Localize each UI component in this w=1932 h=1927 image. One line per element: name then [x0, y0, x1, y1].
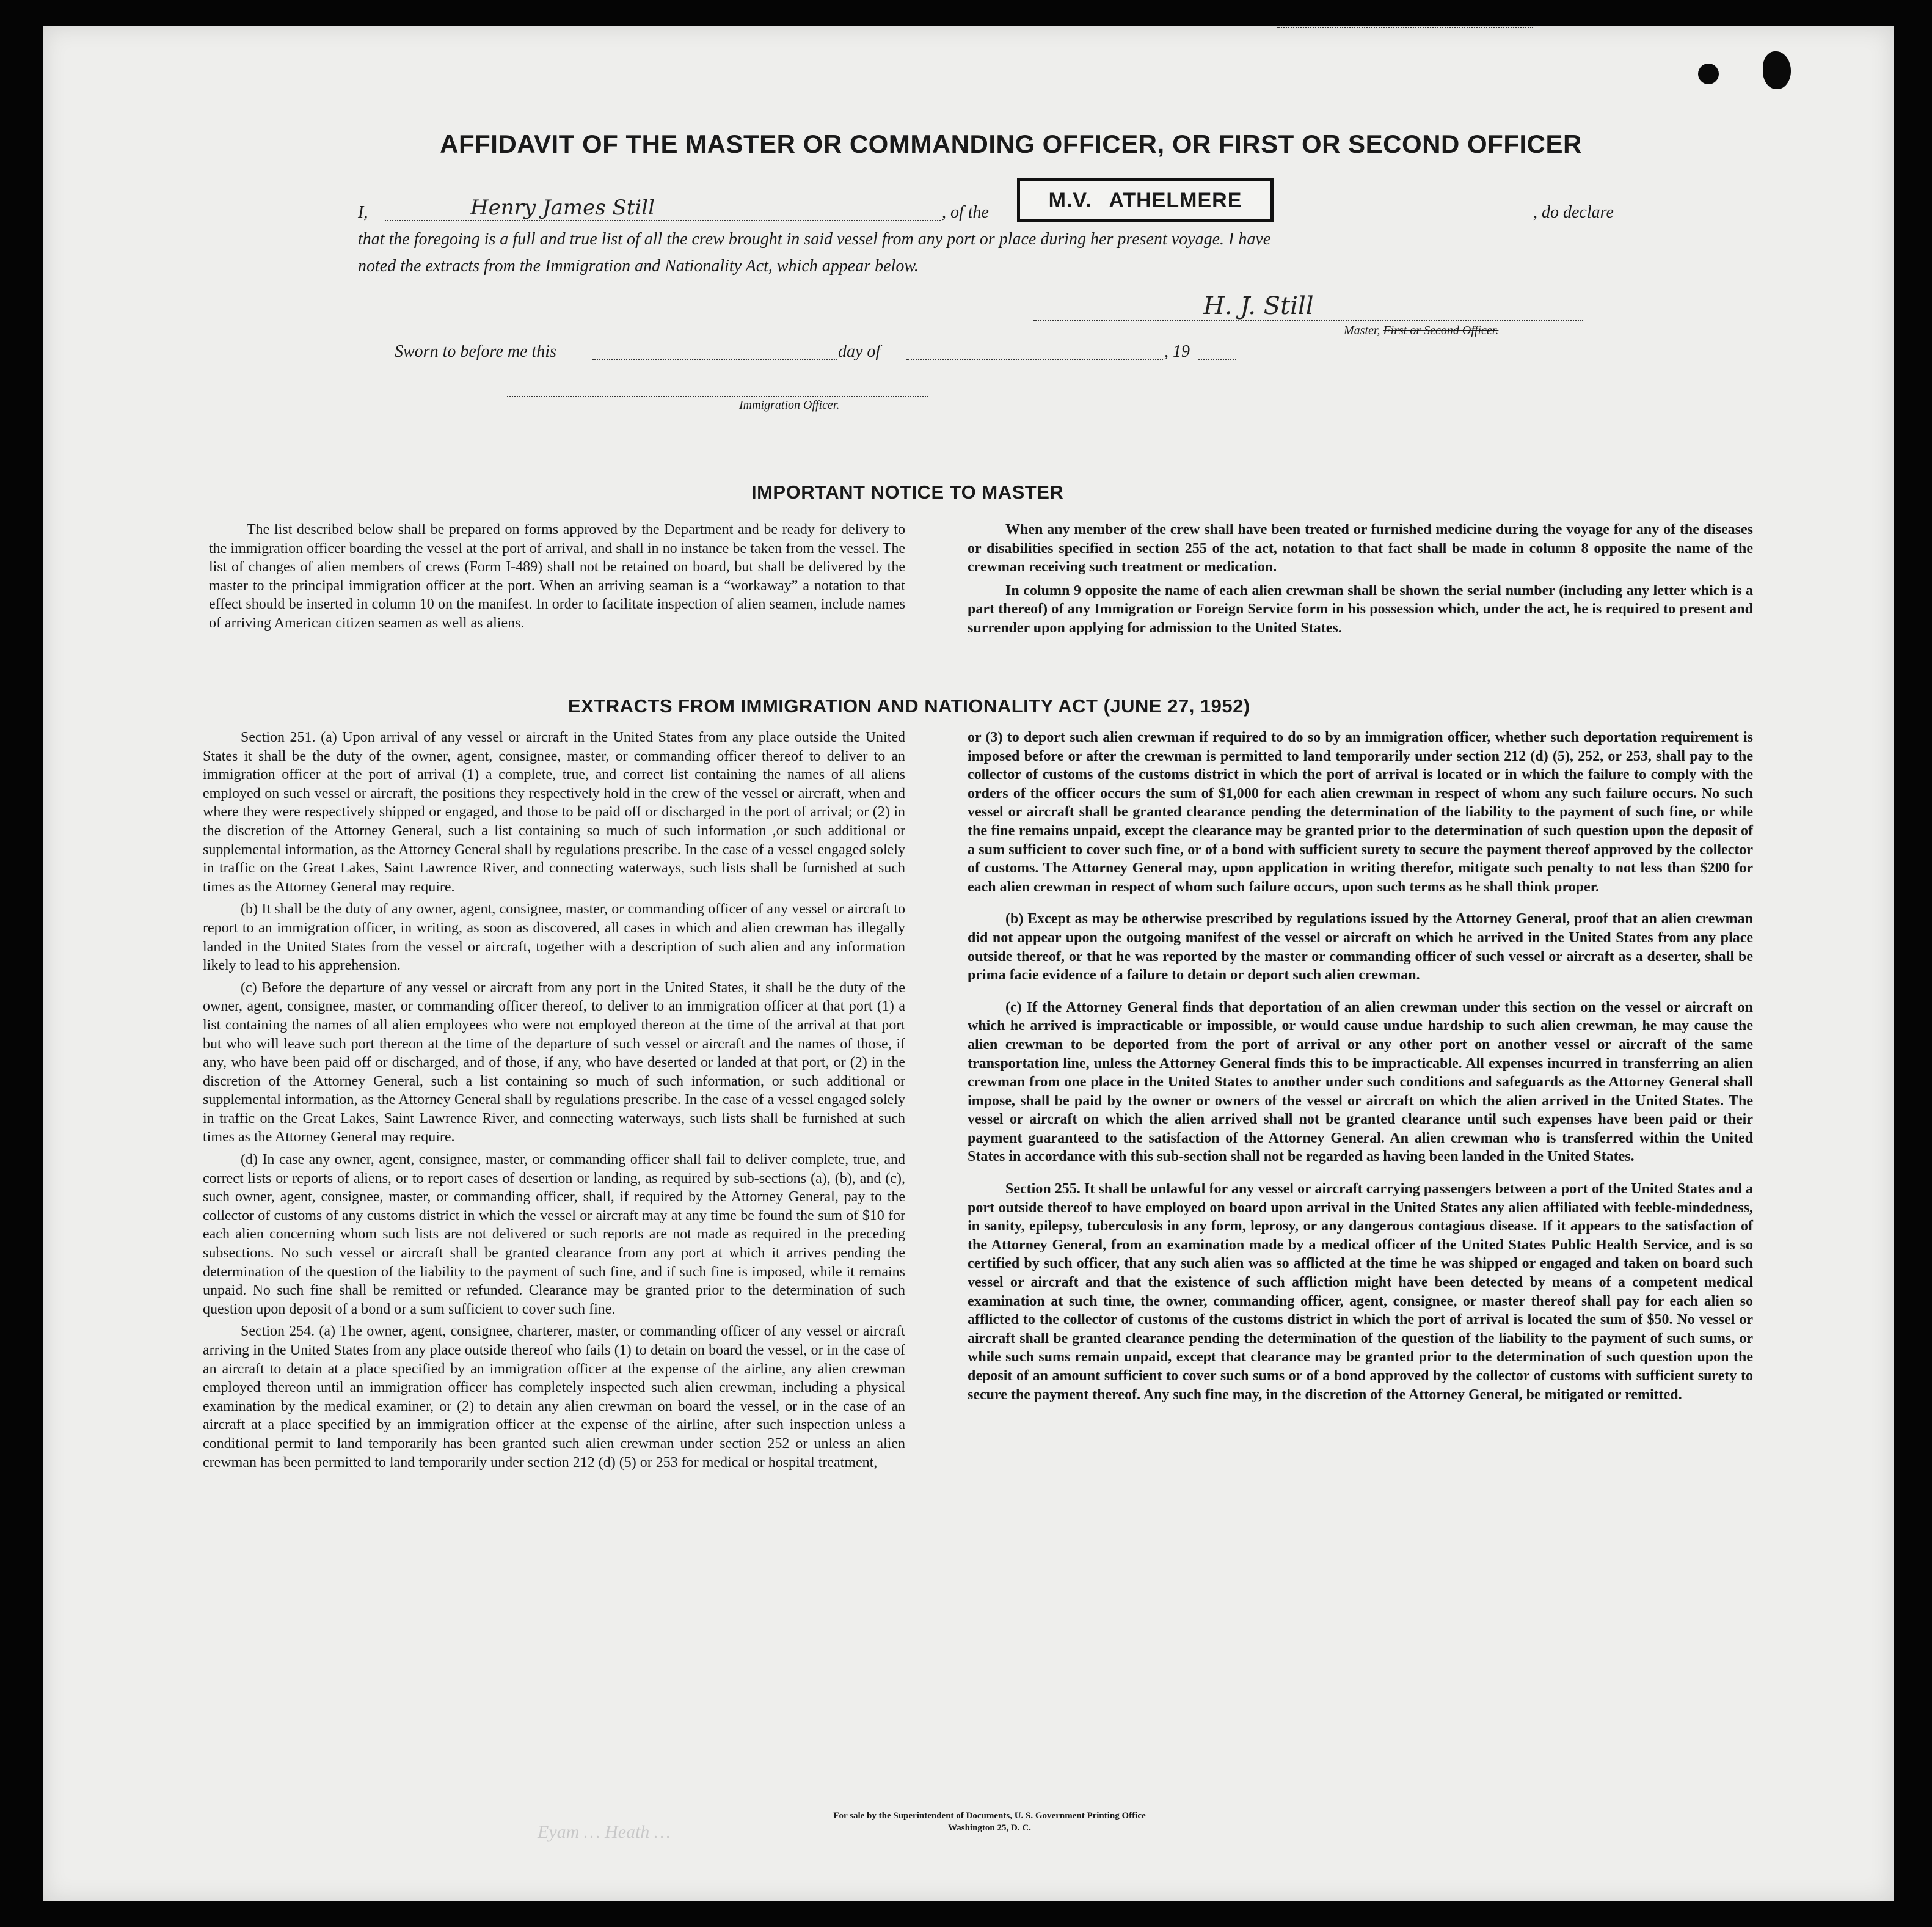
notice-right-paragraph: In column 9 opposite the name of each alien crewman shall be shown the serial number (including any letter which is a part thereof) of any Immigration or Foreign Service form in his possession which, under the act, he is required to present and surrender upon applying for admission to the United States. — [968, 582, 1753, 636]
notice-left-paragraph: The list described below shall be prepared on forms approved by the Department and be ready for delivery to the immigration officer boarding the vessel at the port of arrival, and shall in no instance be taken from the vessel. The list of changes of alien members of crews (Form I-489) shall not be retained on board, but shall be delivered by the master to the principal immigration officer at the port. When an arriving seaman is a “workaway” a notation to that effect should be inserted in column 10 on the manifest. In order to facilitate inspection of alien seamen, include names of arriving American citizen seamen as well as aliens. — [209, 522, 905, 631]
extract-paragraph: or (3) to deport such alien crewman if required to do so by an immigration officer, whether such deportation requirement is imposed before or after the crewman is permitted to land temporarily under section 212 (d) (5), 252, or 253, shall pay to the collector of customs of the customs district in which the port of arrival is located or in which the failure to comply with the orders of the officer occurs the sum of $1,000 for each alien crewman in respect of whom any such failure occurs. No such vessel or aircraft shall be granted clearance pending the determination of the liability to the payment of such fine, or while the fine remains unpaid, except the clearance may be granted prior to the determination of such question upon the deposit of a sum sufficient to cover such fine, or of a bond with sufficient surety to secure the payment thereof approved by the collector of customs. The Attorney General may, upon application in writing therefor, mitigate such penalty to not less than $200 for each alien crewman in respect of whom such failure occurs, upon such terms as he shall think proper. — [968, 729, 1753, 895]
ink-blot — [1698, 64, 1719, 84]
declaration-line-3: noted the extracts from the Immigration and Nationality Act, which appear below. — [358, 257, 919, 276]
master-name-handwritten: Henry James Still — [470, 196, 655, 220]
extracts-heading: EXTRACTS FROM IMMIGRATION AND NATIONALITY ACT (JUNE 27, 1952) — [568, 695, 1250, 717]
notice-right-column — [968, 521, 1753, 643]
day-of-label: day of — [838, 342, 881, 361]
extract-paragraph: (c) Before the departure of any vessel or aircraft from any port in the United States, it shall be the duty of the owner, agent, consignee, master, or commanding officer thereof, to deliver to an immigration officer at that port (1) a list containing the names of all alien employees who were not employed thereon at the time of the arrival at that port but who will leave such port thereon at the time of the departure of such vessel or aircraft and the names of those, if any, who have been paid off or discharged, and of those, if any, who have deserted or landed at that port, or (2) in the discretion of the Attorney General, such a list containing so much of such information, or such additional or supplemental information, as the Attorney General shall by regulations prescribe. In the case of a vessel engaged solely in traffic on the Great Lakes, Saint Lawrence River, and connecting waterways, such lists shall be furnished at such times as the Attorney General may require. — [203, 979, 905, 1146]
extracts-left-column — [203, 728, 905, 1475]
notice-right-paragraph: When any member of the crew shall have been treated or furnished medicine during the voyage for any of the diseases or disabilities specified in section 255 of the act, notation to that fact shall be made in column 8 opposite the name of the crewman receiving such treatment or medication. — [968, 522, 1753, 576]
printing-office-footer — [592, 1810, 1387, 1834]
immigration-officer-caption: Immigration Officer. — [739, 398, 840, 412]
footer-line-1: For sale by the Superintendent of Documents, U. S. Government Printing Office — [833, 1811, 1146, 1821]
faint-handwriting: Eyam … Heath … — [538, 1822, 671, 1842]
master-label: Master, — [1344, 324, 1380, 337]
struck-officer-label: First or Second Officer. — [1383, 324, 1499, 337]
vessel-name-stamp — [1017, 178, 1274, 222]
sworn-year-line — [1198, 358, 1236, 360]
sworn-day-line — [592, 358, 837, 360]
form-title: AFFIDAVIT OF THE MASTER OR COMMANDING OFFICER, OR FIRST OR SECOND OFFICER — [440, 130, 1582, 158]
vessel-name: ATHELMERE — [1109, 188, 1242, 212]
extract-paragraph: (b) Except as may be otherwise prescribed by regulations issued by the Attorney General, proof that an alien crewman did not appear upon the outgoing manifest of the vessel or aircraft on which he arrived in the United States from any place outside thereof, or that he was reported by the master or commanding officer of such vessel or aircraft as a deserter, shall be prima facie evidence of a failure to detain or deport such alien crewman. — [968, 911, 1753, 984]
extract-paragraph: (b) It shall be the duty of any owner, agent, consignee, master, or commanding officer of any vessel or aircraft to report to an immigration officer, in writing, as soon as discovered, all cases in which and alien crewman has illegally landed in the United States from the vessel or aircraft, together with a description of such alien and any information likely to lead to his apprehension. — [203, 901, 905, 974]
sworn-month-line — [906, 358, 1163, 360]
document-page — [43, 26, 1894, 1901]
sworn-label: Sworn to before me this — [395, 342, 556, 361]
extract-paragraph: Section 255. It shall be unlawful for any vessel or aircraft carrying passengers between a port of the United States and a port outside thereof to have employed on board upon arrival in the United States any alien affiliated with feeble-mindedness, in sanity, epilepsy, tuberculosis in any form, leprosy, or any dangerous contagious disease. If it appears to the satisfaction of the Attorney General, from an examination made by a medical officer of the United States Public Health Service, and is so certified by such officer, that any such alien was so afflicted at the time he was shipped or engaged and taken on board such vessel or aircraft and that the existence of such affliction might have been detected by means of a competent medical examination at such time, the owner, commanding officer, agent, consignee, or master thereof shall pay for each alien so afflicted to the collector of customs of the customs district in which the port of arrival is located the sum of $50. No vessel or aircraft shall be granted clearance pending the determination of the question of the liability to the payment of such sums, or while such sums remain unpaid, except that clearance may be granted prior to the determination of such question upon the deposit of an amount sufficient to cover such sums or of a bond approved by the collector of customs with sufficient surety to secure the payment thereof. Any such fine may, in the discretion of the Attorney General, be mitigated or remitted. — [968, 1181, 1753, 1403]
notice-left-column — [209, 521, 905, 638]
ink-blot — [1763, 51, 1791, 89]
extract-paragraph: (c) If the Attorney General finds that deportation of an alien crewman under this section on the vessel or aircraft on which he arrived is impracticable or impossible, or would cause undue hardship to such alien crewman, he may cause the alien crewman to be deported from the port of arrival or any other port on another vessel or aircraft of the same transportation line, unless the Attorney General finds this to be impracticable. All expenses incurred in transferring an alien crewman from one place in the United States to another under such conditions and safeguards as the Attorney General shall impose, shall be paid by the owner or owners of the vessel or aircraft on which the alien arrived in the United States. The vessel or aircraft on which the alien arrived shall not be granted clearance until such expenses have been paid or their payment guaranteed to the satisfaction of the Attorney General. An alien crewman who is transferred within the United States in accordance with this sub-section shall not be regarded as having been landed in the United States. — [968, 999, 1753, 1165]
year-label: , 19 — [1164, 342, 1190, 361]
of-the-label: , of the — [942, 203, 989, 222]
extract-paragraph: Section 254. (a) The owner, agent, consignee, charterer, master, or commanding officer of any vessel or aircraft arriving in the United States from any place outside thereof who fails (1) to detain on board the vessel, or in the case of an aircraft to detain at a place specified by an immigration officer at the expense of the airline, any alien crewman employed thereon until an immigration officer has completely inspected such alien crewman, including a physical examination by the medical examiner, or (2) to detain any alien crewman on board the vessel, or in the case of an aircraft at a place specified by an immigration officer at the expense of the airline, after such inspection unless a conditional permit to land temporarily has been granted such alien crewman under section 252 or unless an alien crewman has been permitted to land temporarily under section 212 (d) (5) or 253 for medical or hospital treatment, — [203, 1323, 905, 1471]
vessel-line — [1277, 26, 1533, 28]
do-declare-label: , do declare — [1533, 203, 1614, 222]
notice-heading: IMPORTANT NOTICE TO MASTER — [751, 481, 1064, 503]
extract-paragraph: (d) In case any owner, agent, consignee, master, or commanding officer shall fail to deliver complete, true, and correct lists or reports of aliens, or to report cases of desertion or landing, as required by sub-sections (a), (b), and (c), such owner, agent, consignee, master, or commanding officer, shall, if required by the Attorney General, pay to the collector of customs of any customs district in which the vessel or aircraft may at any time be found the sum of $10 for each alien concerning whom such lists are not delivered or such reports are not made as required in the preceding subsections. No such vessel or aircraft shall be granted clearance from any port at which it arrives pending the determination of the question of the liability to the payment of such fine, and if such fine is imposed, while it remains unpaid. No such fine shall be remitted or refunded. Clearance may be granted prior to the determination of such question upon deposit of a bond or a sum sufficient to cover such fine. — [203, 1152, 905, 1317]
signature-caption — [1344, 324, 1498, 338]
extracts-right-column — [968, 728, 1753, 1408]
vessel-prefix: M.V. — [1048, 188, 1092, 212]
declaration-line-2: that the foregoing is a full and true list of all the crew brought in said vessel from any port or place during her present voyage. I have — [358, 230, 1271, 249]
declaration-prefix: I, — [358, 203, 368, 222]
master-name-line — [385, 219, 941, 221]
footer-line-2: Washington 25, D. C. — [948, 1823, 1031, 1833]
immigration-officer-line — [507, 395, 928, 397]
extract-paragraph: Section 251. (a) Upon arrival of any vessel or aircraft in the United States from any place outside the United States it shall be the duty of the owner, agent, consignee, master, or commanding officer thereof to deliver to an immigration officer at the port of arrival (1) a complete, true, and correct list containing the names of all aliens employed on such vessel or aircraft, the positions they respectively hold in the crew of the vessel or aircraft, when and where they were respectively shipped or engaged, and those to be paid off or discharged in the port of arrival; or (2) in the discretion of the Attorney General, such a list containing so much of such information ,or such additional or supplemental information, as the Attorney General shall by regulations prescribe. In the case of a vessel engaged solely in traffic on the Great Lakes, Saint Lawrence River, and connecting waterways, such lists shall be furnished at such times as the Attorney General may require. — [203, 729, 905, 895]
master-signature: H. J. Still — [1203, 292, 1314, 320]
